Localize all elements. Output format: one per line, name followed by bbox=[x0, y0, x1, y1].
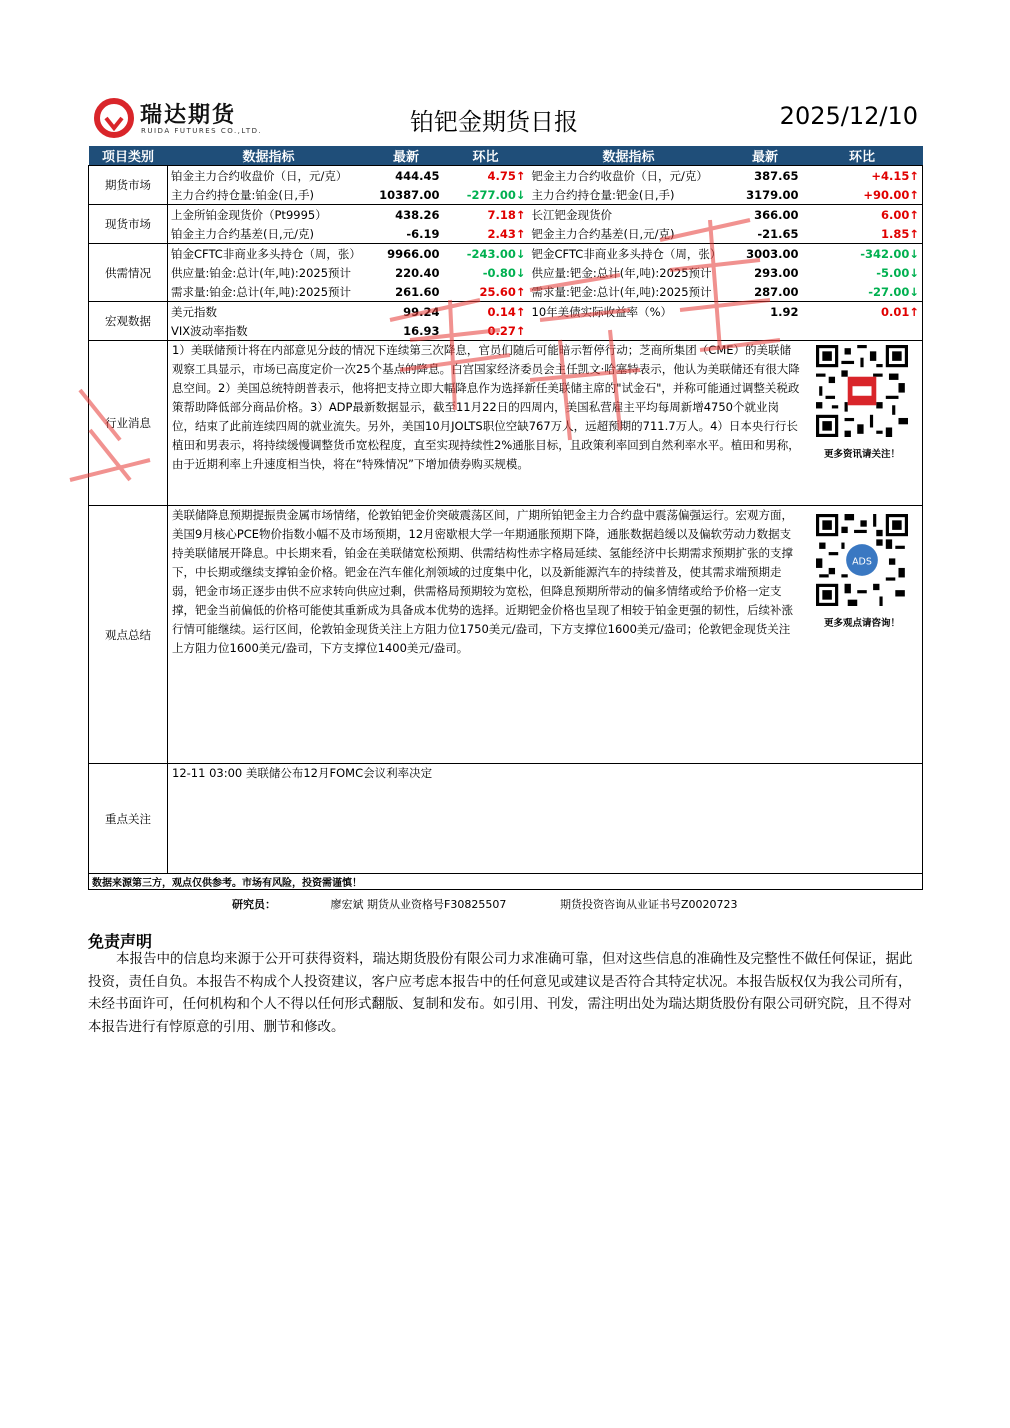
change-cell: -0.80↓ bbox=[482, 265, 526, 280]
industry-news-cell bbox=[168, 341, 923, 506]
value-cell: 10387.00 bbox=[379, 187, 440, 202]
change-cell bbox=[802, 321, 923, 341]
disclaimer-title: 免责声明 bbox=[88, 932, 153, 951]
logo-text: 瑞达期货 bbox=[140, 103, 237, 128]
table-row bbox=[89, 302, 923, 322]
researcher-line bbox=[232, 896, 738, 912]
company-logo bbox=[94, 98, 284, 138]
value-cell: 99.24 bbox=[370, 302, 443, 322]
col-header-indicator: 数据指标 bbox=[168, 146, 370, 166]
industry-news-text: 1）美联储预计将在内部意见分歧的情况下连续第三次降息，官员们随后可能暗示暂停行动；芝商所集团（CME）的美联储观察工具显示，市场已高度定价一次25个基点的降息。白宫国家经济委员会主任凯文·哈塞特表示，他认为美联储还有很大降息空间。2）美国总统特朗普表示，他将把支持立即大幅降息作为选择新任美联储主席的"试金石"，并称可能通过调整关税政策帮助降低部分商品价格。3）ADP最新数据显示，截至11月22日的四周内，美国私营雇主平均每周新增4750个就业岗位，结束了此前连续四周的就业流失。另外，美国10月JOLTS职位空缺767万人，远超预期的711.7万人。4）日本央行行长植田和男表示，将持续缓慢调整货币宽松程度，直至实现持续性2%通胀目标，且政策利率回到自然利率水平。植田和男称，由于近期利率上升速度相当快，将在“特殊情况”下增加债券购买规模。 bbox=[172, 343, 800, 471]
table-row bbox=[89, 263, 923, 282]
category-cell: 供需情况 bbox=[89, 244, 168, 302]
qr-caption: 更多观点请咨询！ bbox=[823, 618, 900, 629]
change-cell: -5.00↓ bbox=[802, 263, 923, 282]
qr-code-icon[interactable] bbox=[816, 514, 908, 606]
col-header-indicator: 数据指标 bbox=[529, 146, 729, 166]
logo-subtext: RUIDA FUTURES CO.,LTD. bbox=[141, 127, 263, 135]
focus-cell bbox=[168, 764, 923, 874]
table-row bbox=[89, 205, 923, 225]
indicator-cell: 主力合约持仓量:铂金(日,手) bbox=[171, 187, 315, 202]
value-cell: 387.65 bbox=[729, 166, 802, 186]
value-cell: 293.00 bbox=[754, 265, 799, 280]
footnote-text: 数据来源第三方，观点仅供参考。市场有风险，投资需谨慎！ bbox=[89, 874, 923, 890]
category-cell: 行业消息 bbox=[89, 341, 168, 506]
value-cell bbox=[729, 321, 802, 341]
table-row bbox=[89, 282, 923, 302]
report-date: 2025/12/10 bbox=[779, 102, 918, 130]
category-cell: 重点关注 bbox=[89, 764, 168, 874]
report-header bbox=[88, 92, 922, 144]
table-header-row bbox=[89, 146, 923, 166]
change-cell: +4.15↑ bbox=[802, 166, 923, 186]
table-row bbox=[89, 224, 923, 244]
col-header-change: 环比 bbox=[802, 146, 923, 166]
indicator-cell: 铂金主力合约收盘价（日，元/克） bbox=[168, 166, 370, 186]
change-cell: 6.00↑ bbox=[802, 205, 923, 225]
report-title: 铂钯金期货日报 bbox=[410, 108, 578, 136]
change-cell: 7.18↑ bbox=[443, 205, 529, 225]
indicator-cell: 供应量:钯金:总计(年,吨):2025预计 bbox=[531, 265, 712, 280]
col-header-change: 环比 bbox=[443, 146, 529, 166]
value-cell: 16.93 bbox=[403, 323, 440, 338]
industry-news-row bbox=[89, 341, 923, 506]
change-cell: -342.00↓ bbox=[802, 244, 923, 264]
value-cell: 220.40 bbox=[395, 265, 440, 280]
researcher-label: 研究员： bbox=[232, 898, 276, 911]
indicator-cell: 需求量:铂金:总计(年,吨):2025预计 bbox=[171, 284, 352, 299]
focus-row bbox=[89, 764, 923, 874]
qr-code-icon[interactable] bbox=[816, 345, 908, 437]
indicator-cell: 钯金主力合约收盘价（日，元/克） bbox=[529, 166, 729, 186]
value-cell: 261.60 bbox=[395, 284, 440, 299]
indicator-cell: 需求量:钯金:总计(年,吨):2025预计 bbox=[531, 284, 712, 299]
focus-text: 12-11 03:00 美联储公布12月FOMC会议利率决定 bbox=[172, 766, 433, 780]
indicator-cell bbox=[529, 321, 729, 341]
change-cell: 25.60↑ bbox=[479, 284, 526, 299]
summary-cell bbox=[168, 506, 923, 764]
data-table bbox=[88, 146, 923, 890]
value-cell: 3179.00 bbox=[746, 187, 799, 202]
qr-caption: 更多资讯请关注！ bbox=[823, 449, 900, 460]
indicator-cell: 美元指数 bbox=[168, 302, 370, 322]
indicator-cell: 铂金CFTC非商业多头持仓（周，张） bbox=[168, 244, 370, 264]
change-cell: -243.00↓ bbox=[443, 244, 529, 264]
col-header-latest: 最新 bbox=[370, 146, 443, 166]
svg-text:ADS: ADS bbox=[852, 556, 872, 568]
value-cell: 1.92 bbox=[729, 302, 802, 322]
change-cell: 0.14↑ bbox=[443, 302, 529, 322]
change-cell: +90.00↑ bbox=[802, 185, 923, 205]
value-cell: 366.00 bbox=[729, 205, 802, 225]
summary-row bbox=[89, 506, 923, 764]
indicator-cell: 长江钯金现货价 bbox=[529, 205, 729, 225]
value-cell: 438.26 bbox=[370, 205, 443, 225]
logo-mark-icon bbox=[94, 98, 134, 138]
qr-block bbox=[814, 514, 910, 633]
col-header-category: 项目类别 bbox=[89, 146, 168, 166]
value-cell: 9966.00 bbox=[370, 244, 443, 264]
disclaimer-text: 本报告中的信息均来源于公开可获得资料，瑞达期货股份有限公司力求准确可靠，但对这些信息的准确性及完整性不做任何保证，据此投资，责任自负。本报告不构成个人投资建议，客户应考虑本报告中的任何意见或建议是否符合其特定状况。本报告版权仅为我公司所有，未经书面许可，任何机构和个人不得以任何形式翻版、复制和发布。如引用、刊发，需注明出处为瑞达期货股份有限公司研究院，且不得对本报告进行有悖原意的引用、删节和修改。 bbox=[88, 951, 913, 1035]
change-cell: 0.01↑ bbox=[802, 302, 923, 322]
change-cell: -27.00↓ bbox=[802, 282, 923, 302]
summary-text: 美联储降息预期提振贵金属市场情绪，伦敦铂钯金价突破震荡区间，广期所铂钯金主力合约盘中震荡偏强运行。宏观方面，美国9月核心PCE物价指数小幅不及市场预期，12月密歇根大学一年期通胀预期下降，通胀数据趋缓以及偏软劳动力数据支持美联储展开降息。中长期来看，铂金在美联储宽松预期、供需结构性赤字格局延续、氢能经济中长期需求预期扩张的支撑下，中长期或继续支撑铂金价格。钯金在汽车催化剂领域的过度集中化，以及新能源汽车的持续普及，使其需求端预期走弱，钯金市场正逐步由供不应求转向供应过剩，供需格局预期较为宽松，但降息预期所带动的偏多情绪或给予价格一定支撑，钯金当前偏低的价格可能使其重新成为具备成本优势的选择。近期钯金价格也呈现了相较于铂金更强的韧性，后续补涨行情可能继续。运行区间，伦敦铂金现货关注上方阻力位1750美元/盎司，下方支撑位1600美元/盎司；伦敦钯金现货关注上方阻力位1600美元/盎司，下方支撑位1400美元/盎司。 bbox=[172, 508, 793, 655]
indicator-cell: 钯金主力合约基差(日,元/克) bbox=[531, 226, 675, 241]
indicator-cell: 10年美债实际收益率（%） bbox=[529, 302, 729, 322]
value-cell: -21.65 bbox=[757, 226, 799, 241]
qr-block bbox=[814, 345, 910, 464]
indicator-cell: 主力合约持仓量:钯金(日,手) bbox=[531, 187, 675, 202]
table-row bbox=[89, 244, 923, 264]
value-cell: -6.19 bbox=[406, 226, 440, 241]
change-cell: 0.27↑ bbox=[487, 323, 526, 338]
indicator-cell: 供应量:铂金:总计(年,吨):2025预计 bbox=[171, 265, 352, 280]
category-cell: 观点总结 bbox=[89, 506, 168, 764]
change-cell: 1.85↑ bbox=[802, 224, 923, 244]
table-row bbox=[89, 185, 923, 205]
indicator-cell: 钯金CFTC非商业多头持仓（周，张） bbox=[529, 244, 729, 264]
table-row bbox=[89, 321, 923, 341]
category-cell: 现货市场 bbox=[89, 205, 168, 244]
col-header-latest: 最新 bbox=[729, 146, 802, 166]
indicator-cell: VIX波动率指数 bbox=[171, 323, 248, 338]
value-cell: 287.00 bbox=[754, 284, 799, 299]
researcher-name: 廖宏斌 期货从业资格号F30825507 bbox=[330, 898, 507, 911]
researcher-cert: 期货投资咨询从业证书号Z0020723 bbox=[560, 898, 738, 911]
footnote-row bbox=[89, 874, 923, 890]
change-cell: -277.00↓ bbox=[466, 187, 526, 202]
indicator-cell: 铂金主力合约基差(日,元/克) bbox=[171, 226, 315, 241]
category-cell: 期货市场 bbox=[89, 166, 168, 205]
value-cell: 3003.00 bbox=[729, 244, 802, 264]
change-cell: 2.43↑ bbox=[487, 226, 526, 241]
indicator-cell: 上金所铂金现货价（Pt9995） bbox=[168, 205, 370, 225]
category-cell: 宏观数据 bbox=[89, 302, 168, 341]
value-cell: 444.45 bbox=[370, 166, 443, 186]
change-cell: 4.75↑ bbox=[443, 166, 529, 186]
table-row bbox=[89, 166, 923, 186]
